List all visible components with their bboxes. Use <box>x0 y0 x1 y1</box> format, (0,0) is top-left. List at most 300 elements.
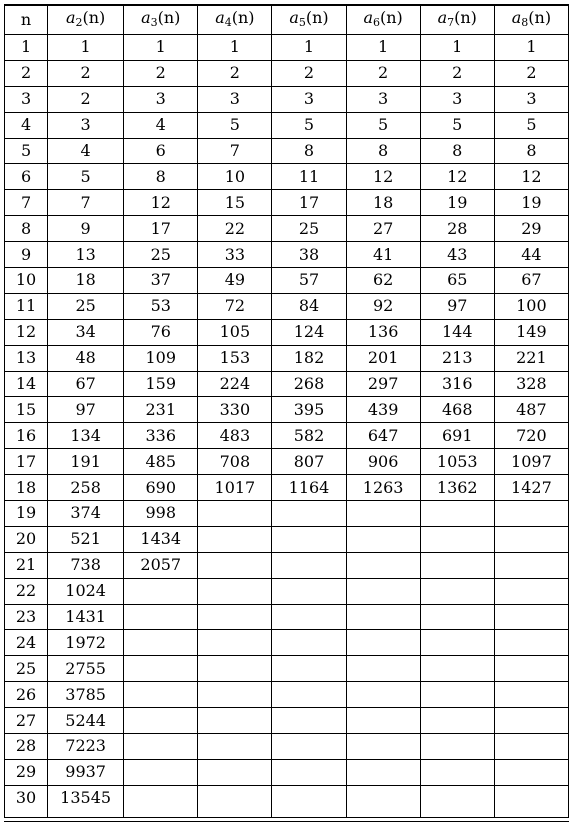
value-cell: 159 <box>124 371 198 397</box>
value-cell: 468 <box>420 397 494 423</box>
value-cell <box>346 630 420 656</box>
header-a6 <box>346 6 420 35</box>
value-cell: 2 <box>48 86 124 112</box>
header-a3 <box>124 6 198 35</box>
value-cell <box>420 501 494 527</box>
table-row <box>5 397 569 423</box>
value-cell: 1024 <box>48 578 124 604</box>
row-index-cell: 25 <box>5 656 48 682</box>
table-row <box>5 60 569 86</box>
value-cell: 582 <box>272 423 346 449</box>
table-row <box>5 604 569 630</box>
value-cell: 12 <box>124 190 198 216</box>
value-cell: 1 <box>346 35 420 61</box>
row-index-cell: 8 <box>5 216 48 242</box>
header-n: n <box>5 6 48 35</box>
value-cell: 2755 <box>48 656 124 682</box>
value-cell: 13545 <box>48 785 124 817</box>
value-cell <box>198 682 272 708</box>
value-cell: 5 <box>198 112 272 138</box>
value-cell: 34 <box>48 319 124 345</box>
value-cell <box>198 734 272 760</box>
row-index-cell: 7 <box>5 190 48 216</box>
row-index-cell: 19 <box>5 501 48 527</box>
value-cell: 2 <box>124 60 198 86</box>
value-cell: 33 <box>198 242 272 268</box>
value-cell: 1434 <box>124 526 198 552</box>
table-row <box>5 708 569 734</box>
value-cell: 72 <box>198 293 272 319</box>
value-cell <box>198 552 272 578</box>
value-cell <box>346 656 420 682</box>
value-cell: 43 <box>420 242 494 268</box>
value-cell: 1053 <box>420 449 494 475</box>
value-cell: 3 <box>124 86 198 112</box>
value-cell: 13 <box>48 242 124 268</box>
table-row <box>5 86 569 112</box>
value-cell: 109 <box>124 345 198 371</box>
value-cell: 18 <box>346 190 420 216</box>
value-cell <box>420 630 494 656</box>
table-row <box>5 734 569 760</box>
row-index-cell: 15 <box>5 397 48 423</box>
value-cell: 41 <box>346 242 420 268</box>
value-cell <box>124 708 198 734</box>
value-cell: 268 <box>272 371 346 397</box>
value-cell <box>346 604 420 630</box>
value-cell <box>420 656 494 682</box>
value-cell <box>272 734 346 760</box>
value-cell <box>494 604 568 630</box>
row-index-cell: 22 <box>5 578 48 604</box>
value-cell: 3785 <box>48 682 124 708</box>
value-cell: 9 <box>48 216 124 242</box>
value-cell: 1362 <box>420 475 494 501</box>
value-cell: 25 <box>272 216 346 242</box>
table-row <box>5 319 569 345</box>
value-cell <box>346 552 420 578</box>
table-row <box>5 293 569 319</box>
bottom-rule <box>4 821 569 822</box>
table-row <box>5 552 569 578</box>
table-row <box>5 268 569 294</box>
value-cell <box>494 708 568 734</box>
value-cell: 1427 <box>494 475 568 501</box>
value-cell: 19 <box>420 190 494 216</box>
table-row <box>5 112 569 138</box>
value-cell <box>272 759 346 785</box>
value-cell: 12 <box>346 164 420 190</box>
value-cell: 336 <box>124 423 198 449</box>
sequence-table <box>4 5 569 818</box>
value-cell <box>494 526 568 552</box>
value-cell: 8 <box>124 164 198 190</box>
value-cell: 2 <box>420 60 494 86</box>
value-cell: 221 <box>494 345 568 371</box>
value-cell: 153 <box>198 345 272 371</box>
value-cell: 1431 <box>48 604 124 630</box>
value-cell <box>346 759 420 785</box>
value-cell: 124 <box>272 319 346 345</box>
value-cell: 2 <box>48 60 124 86</box>
value-cell <box>198 759 272 785</box>
value-cell <box>494 552 568 578</box>
value-cell: 76 <box>124 319 198 345</box>
table-row <box>5 216 569 242</box>
value-cell: 807 <box>272 449 346 475</box>
value-cell: 6 <box>124 138 198 164</box>
header-subscript: 7 <box>447 15 455 29</box>
value-cell: 65 <box>420 268 494 294</box>
row-index-cell: 12 <box>5 319 48 345</box>
row-index-cell: 6 <box>5 164 48 190</box>
value-cell: 97 <box>48 397 124 423</box>
value-cell: 2 <box>346 60 420 86</box>
value-cell: 213 <box>420 345 494 371</box>
value-cell <box>124 734 198 760</box>
value-cell: 18 <box>48 268 124 294</box>
value-cell: 8 <box>420 138 494 164</box>
row-index-cell: 11 <box>5 293 48 319</box>
table-row <box>5 449 569 475</box>
value-cell <box>272 604 346 630</box>
value-cell <box>272 656 346 682</box>
value-cell <box>124 630 198 656</box>
value-cell <box>272 630 346 656</box>
value-cell <box>124 682 198 708</box>
value-cell: 521 <box>48 526 124 552</box>
value-cell: 1 <box>494 35 568 61</box>
value-cell: 691 <box>420 423 494 449</box>
value-cell: 17 <box>272 190 346 216</box>
value-cell: 1 <box>124 35 198 61</box>
row-index-cell: 14 <box>5 371 48 397</box>
header-a7 <box>420 6 494 35</box>
value-cell: 1972 <box>48 630 124 656</box>
header-subscript: 8 <box>521 15 529 29</box>
row-index-cell: 20 <box>5 526 48 552</box>
value-cell <box>494 785 568 817</box>
header-symbol: a <box>437 7 448 27</box>
value-cell <box>420 708 494 734</box>
value-cell <box>346 785 420 817</box>
value-cell <box>272 501 346 527</box>
value-cell: 100 <box>494 293 568 319</box>
value-cell: 15 <box>198 190 272 216</box>
row-index-cell: 2 <box>5 60 48 86</box>
table-row <box>5 423 569 449</box>
header-argument: (n) <box>231 7 255 27</box>
value-cell: 4 <box>48 138 124 164</box>
value-cell: 29 <box>494 216 568 242</box>
table-row <box>5 190 569 216</box>
row-index-cell: 23 <box>5 604 48 630</box>
value-cell: 395 <box>272 397 346 423</box>
header-subscript: 2 <box>75 15 83 29</box>
value-cell: 25 <box>48 293 124 319</box>
value-cell: 1 <box>420 35 494 61</box>
table-row <box>5 164 569 190</box>
value-cell: 483 <box>198 423 272 449</box>
value-cell <box>346 578 420 604</box>
row-index-cell: 26 <box>5 682 48 708</box>
value-cell <box>272 552 346 578</box>
value-cell: 97 <box>420 293 494 319</box>
value-cell <box>198 526 272 552</box>
table-body <box>5 35 569 818</box>
value-cell: 17 <box>124 216 198 242</box>
value-cell: 258 <box>48 475 124 501</box>
value-cell <box>198 656 272 682</box>
table-row <box>5 345 569 371</box>
value-cell: 3 <box>346 86 420 112</box>
value-cell <box>124 656 198 682</box>
value-cell <box>272 785 346 817</box>
value-cell: 49 <box>198 268 272 294</box>
header-subscript: 6 <box>373 15 380 29</box>
value-cell: 53 <box>124 293 198 319</box>
table-row <box>5 371 569 397</box>
value-cell: 3 <box>420 86 494 112</box>
value-cell: 487 <box>494 397 568 423</box>
value-cell: 690 <box>124 475 198 501</box>
value-cell <box>124 785 198 817</box>
value-cell <box>420 785 494 817</box>
value-cell: 7 <box>198 138 272 164</box>
table-row <box>5 630 569 656</box>
header-subscript: 3 <box>150 15 158 29</box>
value-cell: 182 <box>272 345 346 371</box>
value-cell: 84 <box>272 293 346 319</box>
value-cell <box>346 501 420 527</box>
value-cell <box>494 656 568 682</box>
value-cell: 191 <box>48 449 124 475</box>
value-cell <box>124 578 198 604</box>
table-row <box>5 759 569 785</box>
value-cell: 485 <box>124 449 198 475</box>
header-symbol: a <box>363 7 373 27</box>
value-cell <box>420 578 494 604</box>
header-subscript: 4 <box>224 15 232 29</box>
value-cell: 7 <box>48 190 124 216</box>
table-row <box>5 526 569 552</box>
value-cell: 1263 <box>346 475 420 501</box>
row-index-cell: 27 <box>5 708 48 734</box>
value-cell: 62 <box>346 268 420 294</box>
header-argument: (n) <box>528 7 552 27</box>
value-cell: 5 <box>494 112 568 138</box>
value-cell: 19 <box>494 190 568 216</box>
value-cell: 37 <box>124 268 198 294</box>
value-cell: 92 <box>346 293 420 319</box>
value-cell: 3 <box>48 112 124 138</box>
row-index-cell: 21 <box>5 552 48 578</box>
row-index-cell: 24 <box>5 630 48 656</box>
value-cell: 134 <box>48 423 124 449</box>
value-cell: 3 <box>494 86 568 112</box>
header-a4 <box>198 6 272 35</box>
value-cell <box>198 785 272 817</box>
value-cell: 224 <box>198 371 272 397</box>
value-cell: 2 <box>198 60 272 86</box>
row-index-cell: 1 <box>5 35 48 61</box>
value-cell <box>272 708 346 734</box>
value-cell <box>420 552 494 578</box>
value-cell <box>494 501 568 527</box>
value-cell <box>272 578 346 604</box>
row-index-cell: 16 <box>5 423 48 449</box>
value-cell <box>346 734 420 760</box>
value-cell <box>124 759 198 785</box>
value-cell <box>124 604 198 630</box>
value-cell: 1 <box>272 35 346 61</box>
value-cell: 297 <box>346 371 420 397</box>
value-cell: 647 <box>346 423 420 449</box>
row-index-cell: 17 <box>5 449 48 475</box>
header-argument: (n) <box>157 7 181 27</box>
table-row <box>5 35 569 61</box>
row-index-cell: 10 <box>5 268 48 294</box>
value-cell: 11 <box>272 164 346 190</box>
value-cell: 8 <box>494 138 568 164</box>
value-cell: 3 <box>198 86 272 112</box>
value-cell: 4 <box>124 112 198 138</box>
header-subscript: 5 <box>298 15 306 29</box>
table-row <box>5 682 569 708</box>
header-symbol: a <box>215 7 225 27</box>
value-cell: 2 <box>494 60 568 86</box>
row-index-cell: 3 <box>5 86 48 112</box>
value-cell: 5 <box>272 112 346 138</box>
value-cell: 1 <box>198 35 272 61</box>
value-cell <box>272 682 346 708</box>
value-cell: 12 <box>420 164 494 190</box>
value-cell <box>420 604 494 630</box>
value-cell: 1017 <box>198 475 272 501</box>
header-argument: (n) <box>305 7 329 27</box>
value-cell: 67 <box>494 268 568 294</box>
value-cell: 25 <box>124 242 198 268</box>
value-cell: 738 <box>48 552 124 578</box>
value-cell: 8 <box>272 138 346 164</box>
header-symbol: a <box>141 7 151 27</box>
value-cell: 374 <box>48 501 124 527</box>
value-cell <box>494 578 568 604</box>
value-cell: 708 <box>198 449 272 475</box>
value-cell: 48 <box>48 345 124 371</box>
value-cell <box>420 759 494 785</box>
table-row <box>5 578 569 604</box>
value-cell: 10 <box>198 164 272 190</box>
header-symbol: a <box>289 7 299 27</box>
header-argument: (n) <box>82 7 106 27</box>
value-cell <box>272 526 346 552</box>
value-cell <box>420 526 494 552</box>
value-cell: 1 <box>48 35 124 61</box>
row-index-cell: 5 <box>5 138 48 164</box>
value-cell: 8 <box>346 138 420 164</box>
value-cell: 67 <box>48 371 124 397</box>
value-cell: 1097 <box>494 449 568 475</box>
row-index-cell: 28 <box>5 734 48 760</box>
value-cell: 9937 <box>48 759 124 785</box>
value-cell: 231 <box>124 397 198 423</box>
value-cell: 5 <box>420 112 494 138</box>
row-index-cell: 9 <box>5 242 48 268</box>
value-cell <box>198 604 272 630</box>
table-row <box>5 656 569 682</box>
header-a5 <box>272 6 346 35</box>
row-index-cell: 29 <box>5 759 48 785</box>
table-row <box>5 501 569 527</box>
table-row <box>5 785 569 817</box>
value-cell: 998 <box>124 501 198 527</box>
value-cell <box>198 708 272 734</box>
table-row <box>5 475 569 501</box>
row-index-cell: 30 <box>5 785 48 817</box>
value-cell <box>494 630 568 656</box>
header-a8 <box>494 6 568 35</box>
value-cell: 439 <box>346 397 420 423</box>
value-cell <box>494 682 568 708</box>
value-cell <box>346 526 420 552</box>
value-cell: 330 <box>198 397 272 423</box>
value-cell <box>494 759 568 785</box>
value-cell: 720 <box>494 423 568 449</box>
value-cell: 44 <box>494 242 568 268</box>
value-cell: 105 <box>198 319 272 345</box>
value-cell: 38 <box>272 242 346 268</box>
row-index-cell: 18 <box>5 475 48 501</box>
value-cell: 12 <box>494 164 568 190</box>
value-cell: 144 <box>420 319 494 345</box>
value-cell: 5 <box>346 112 420 138</box>
value-cell: 2 <box>272 60 346 86</box>
value-cell: 906 <box>346 449 420 475</box>
value-cell <box>420 682 494 708</box>
value-cell: 22 <box>198 216 272 242</box>
header-symbol: a <box>65 7 76 27</box>
value-cell <box>346 708 420 734</box>
sequence-table-container <box>4 5 569 818</box>
table-row <box>5 138 569 164</box>
value-cell: 7223 <box>48 734 124 760</box>
value-cell <box>420 734 494 760</box>
value-cell <box>494 734 568 760</box>
value-cell: 149 <box>494 319 568 345</box>
value-cell <box>198 501 272 527</box>
value-cell <box>346 682 420 708</box>
value-cell <box>198 578 272 604</box>
value-cell: 5244 <box>48 708 124 734</box>
value-cell <box>198 630 272 656</box>
header-symbol: a <box>511 7 522 27</box>
value-cell: 201 <box>346 345 420 371</box>
row-index-cell: 13 <box>5 345 48 371</box>
value-cell: 316 <box>420 371 494 397</box>
row-index-cell: 4 <box>5 112 48 138</box>
table-row <box>5 242 569 268</box>
value-cell: 328 <box>494 371 568 397</box>
value-cell: 3 <box>272 86 346 112</box>
value-cell: 2057 <box>124 552 198 578</box>
value-cell: 27 <box>346 216 420 242</box>
value-cell: 136 <box>346 319 420 345</box>
value-cell: 28 <box>420 216 494 242</box>
header-row <box>5 6 569 35</box>
header-a2 <box>48 6 124 35</box>
header-argument: (n) <box>380 7 403 27</box>
